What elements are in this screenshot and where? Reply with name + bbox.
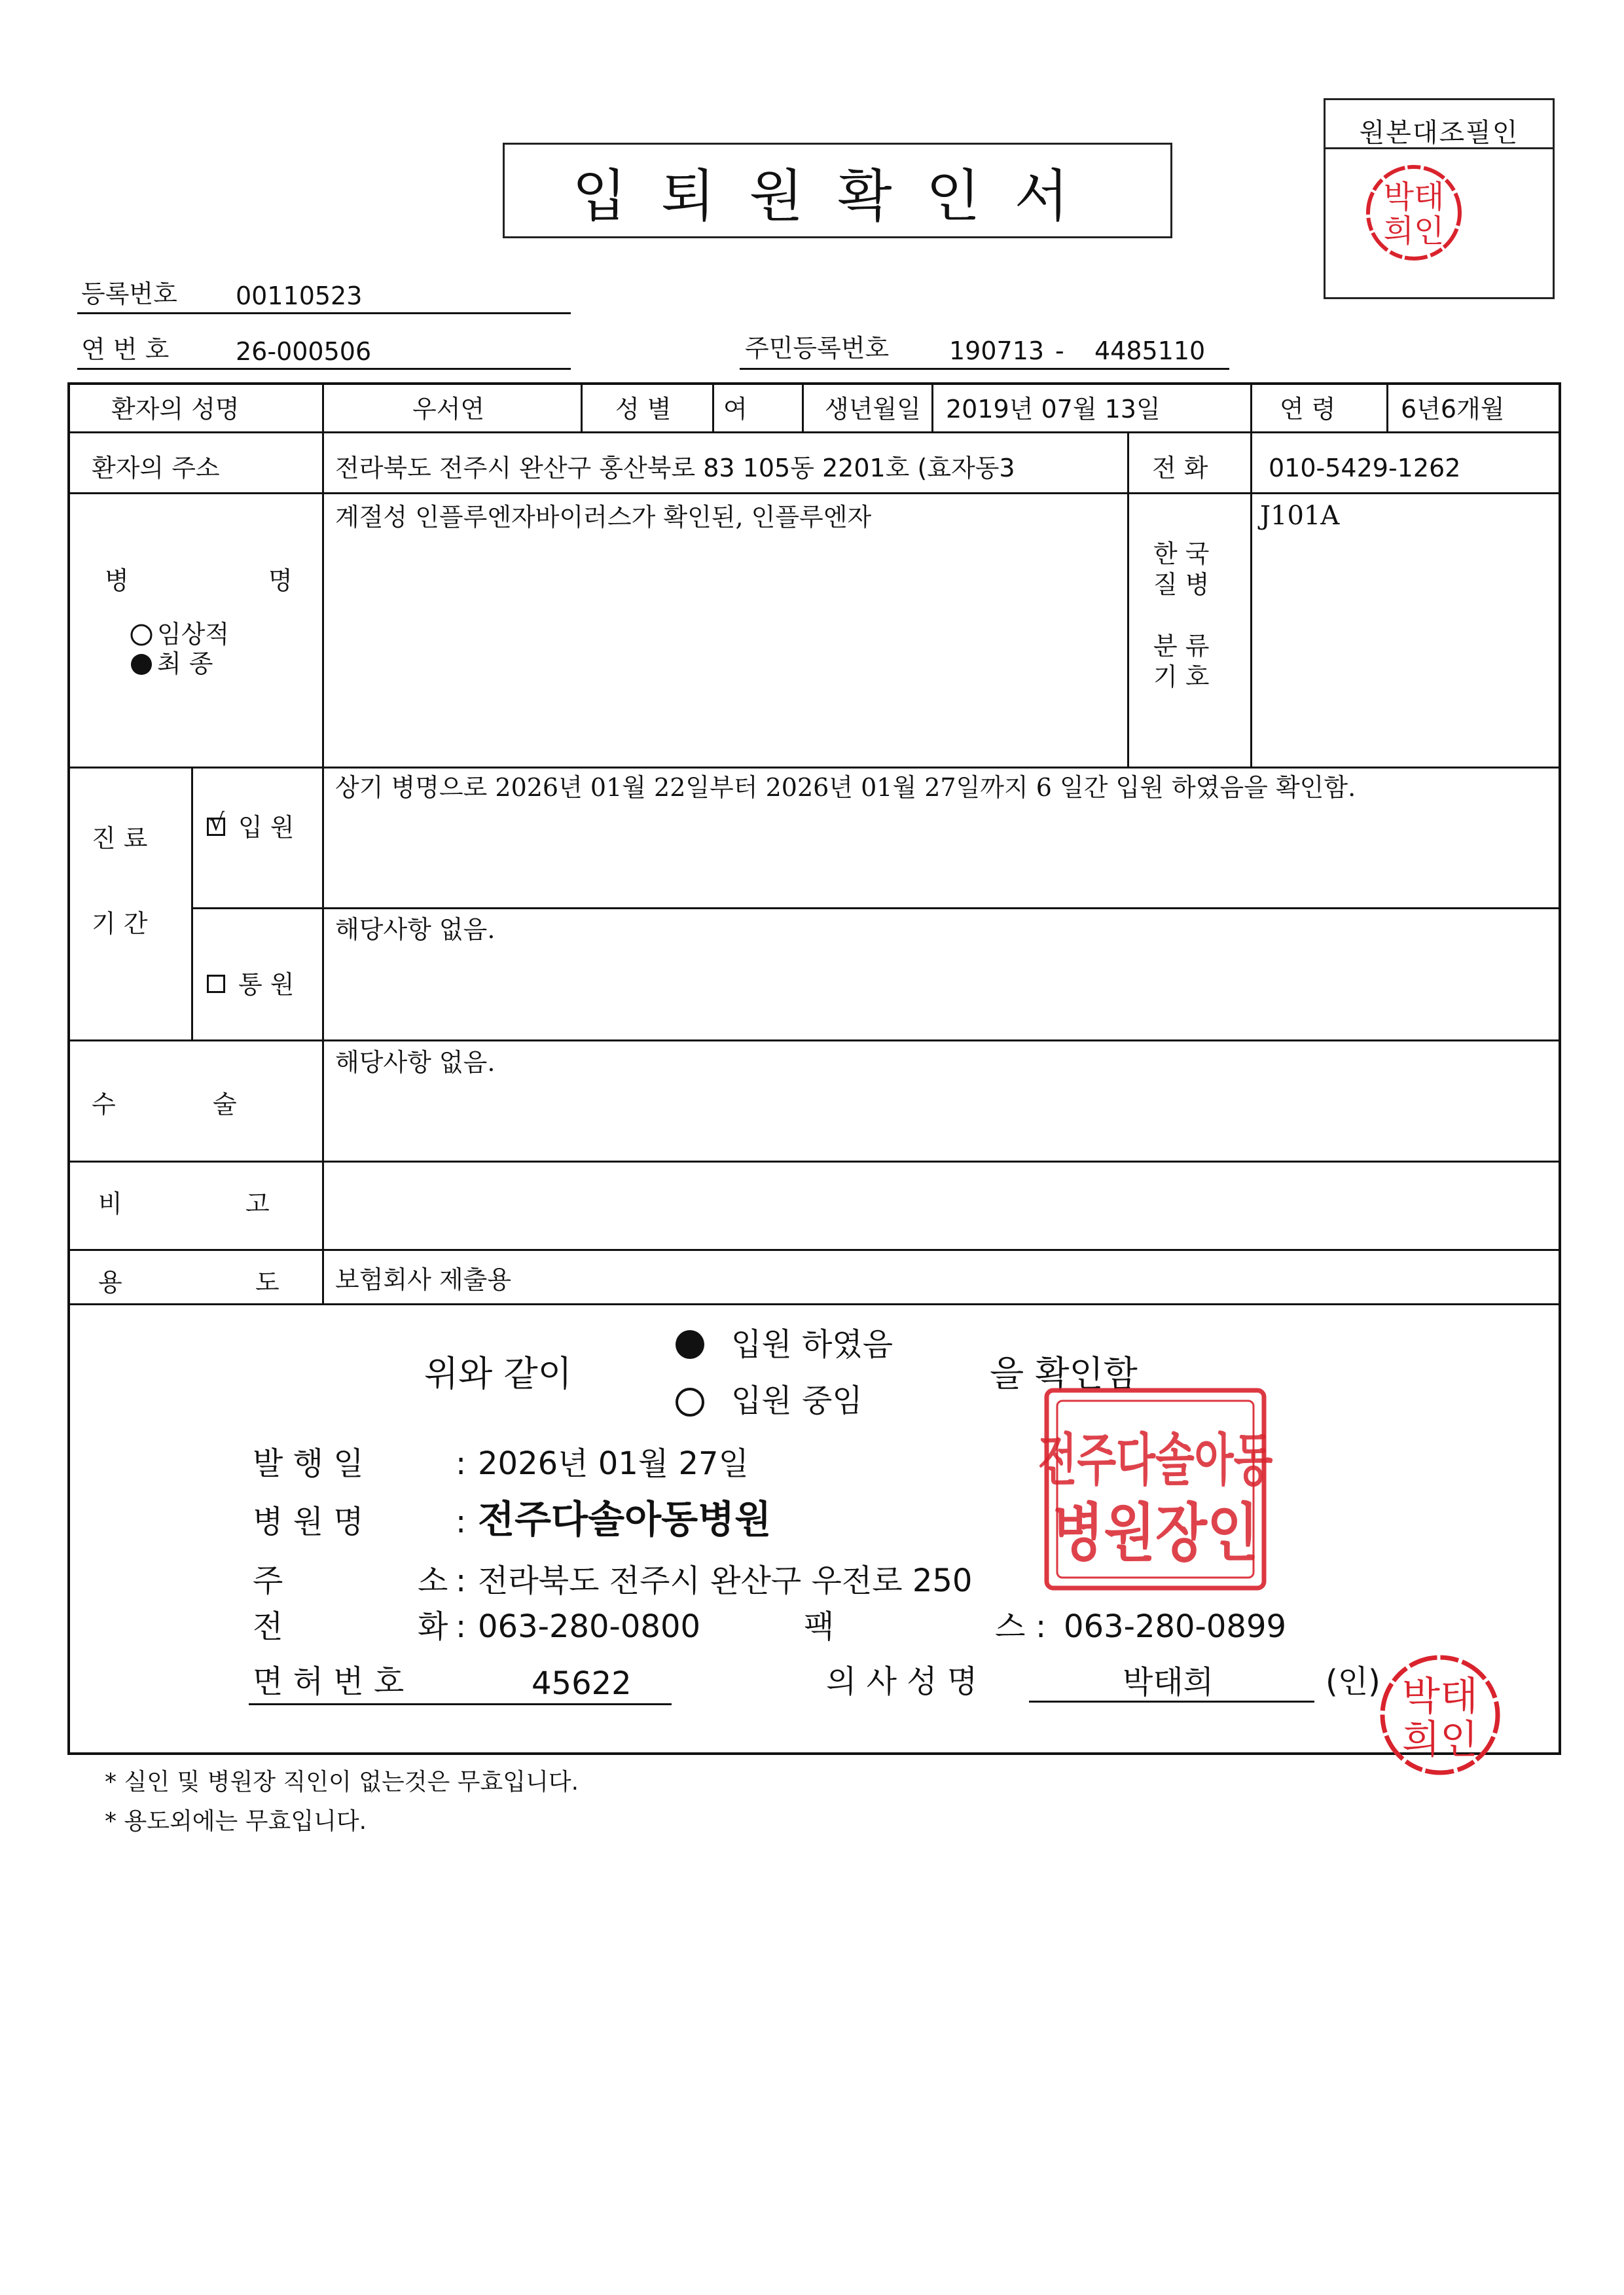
reg-no-value: 00110523	[236, 281, 363, 310]
confirm-suffix: 을 확인함	[990, 1353, 1138, 1394]
serial-value: 26-000506	[236, 337, 372, 366]
confirm-prefix: 위와 같이	[424, 1353, 572, 1394]
kcd-label-4: 기 호	[1153, 662, 1210, 691]
fax-label-2: 스	[995, 1608, 1026, 1645]
kcd-label-2: 질 병	[1153, 570, 1210, 599]
serial-underline	[77, 368, 571, 370]
svg-text:전주다솔아동: 전주다솔아동	[1038, 1426, 1273, 1493]
purpose-text: 보험회사 제출용	[335, 1265, 512, 1294]
patient-name-label: 환자의 성명	[111, 395, 240, 424]
doctor-seal-stamp-bottom	[1375, 1650, 1506, 1780]
fax-label-1: 팩	[804, 1608, 835, 1645]
row-line-8	[67, 1303, 1561, 1305]
hospital-name: 전주다솔아동병원	[478, 1497, 772, 1542]
col-line-phone-kcd-label	[1127, 431, 1129, 767]
confirm-option-2: 입원 중임	[731, 1382, 863, 1419]
col-line-label	[322, 382, 324, 1303]
kcd-code: J101A	[1260, 501, 1340, 531]
col-line-dob-label	[802, 382, 804, 431]
svg-text:박태: 박태	[1383, 179, 1445, 215]
checkbox-icon	[207, 975, 225, 993]
col-line-age-phone-kcd	[1250, 382, 1252, 767]
license-value: 45622	[532, 1665, 632, 1702]
inpatient-text: 상기 병명으로 2026년 01월 22일부터 2026년 01월 27일까지 6 일간 입원 하였음을 확인함.	[335, 773, 1356, 802]
row-line-3	[67, 767, 1561, 768]
issue-date-colon: :	[456, 1445, 467, 1482]
doctor-label: 의 사 성 명	[826, 1663, 978, 1700]
svg-text:희인: 희인	[1383, 213, 1445, 249]
col-line-age-value	[1386, 382, 1388, 431]
license-underline	[249, 1703, 672, 1705]
address-label-1: 주	[253, 1563, 283, 1599]
doctor-name: 박태희	[1123, 1664, 1214, 1701]
phone-label-1: 전	[253, 1608, 283, 1645]
phone-label: 전 화	[1152, 454, 1208, 482]
filled-circle-icon	[130, 653, 153, 676]
doctor-seal-mark: (인)	[1326, 1663, 1380, 1700]
treatment-label-1: 진 료	[92, 824, 148, 853]
treatment-label-2: 기 간	[92, 909, 148, 938]
surgery-text: 해당사항 없음.	[335, 1048, 496, 1077]
inpatient-label: 입 원	[238, 813, 295, 842]
kcd-label-3: 분 류	[1153, 632, 1210, 660]
age-label: 연 령	[1280, 395, 1336, 424]
phone-value: 010-5429-1262	[1269, 454, 1461, 482]
hospital-colon: :	[456, 1504, 467, 1540]
inpatient-check: √	[209, 809, 225, 836]
resident-no-label: 주민등록번호	[745, 334, 890, 363]
address-label-2: 소	[418, 1563, 448, 1599]
outpatient-text: 해당사항 없음.	[335, 915, 496, 944]
note-2: * 용도외에는 무효입니다.	[105, 1808, 367, 1835]
phone-colon: :	[456, 1608, 467, 1645]
disease-label-right: 명	[268, 566, 293, 595]
hospital-fax: 063-280-0899	[1064, 1608, 1287, 1645]
fax-colon: :	[1036, 1608, 1047, 1645]
empty-circle-icon	[674, 1386, 706, 1418]
svg-text:희인: 희인	[1402, 1717, 1478, 1763]
hospital-address: 전라북도 전주시 완산구 우전로 250	[478, 1563, 973, 1599]
address-colon: :	[456, 1563, 467, 1599]
row-line-7	[67, 1249, 1561, 1251]
hospital-label: 병 원 명	[253, 1504, 364, 1540]
doctor-seal-stamp	[1362, 160, 1466, 265]
kcd-label-1: 한 국	[1153, 539, 1210, 568]
note-1: * 실인 및 병원장 직인이 없는것은 무효입니다.	[105, 1769, 579, 1796]
row-line-5	[67, 1039, 1561, 1041]
hospital-seal-stamp	[1038, 1381, 1273, 1597]
serial-label: 연 번 호	[81, 335, 170, 364]
original-verification-label: 원본대조필인	[1359, 118, 1519, 148]
clinical-label: 임상적	[157, 620, 230, 649]
address-label: 환자의 주소	[92, 454, 220, 482]
address-value: 전라북도 전주시 완산구 홍산북로 83 105동 2201호 (효자동3	[335, 456, 1015, 480]
row-line-1	[67, 431, 1561, 433]
title-box	[503, 143, 1172, 238]
issue-date-value: 2026년 01월 27일	[478, 1445, 749, 1482]
outpatient-label: 통 원	[238, 970, 295, 999]
row-line-2	[67, 492, 1561, 494]
remarks-label-right: 고	[245, 1189, 270, 1218]
col-line-sex-value	[712, 382, 714, 431]
final-label: 최 종	[157, 649, 213, 678]
filled-circle-icon	[674, 1329, 706, 1360]
remarks-label-left: 비	[98, 1189, 122, 1218]
purpose-label-left: 용	[98, 1268, 122, 1297]
surgery-label-right: 술	[213, 1090, 237, 1119]
resident-no-dash: -	[1055, 336, 1064, 365]
patient-name-value: 우서연	[412, 395, 485, 424]
age-value: 6년6개월	[1401, 395, 1505, 424]
hospital-phone: 063-280-0800	[478, 1608, 701, 1645]
reg-no-underline	[77, 312, 571, 314]
document-title: 입퇴원확인서	[572, 164, 1103, 229]
disease-name: 계절성 인플루엔자바이러스가 확인된, 인플루엔자	[335, 503, 872, 532]
original-verification-header	[1326, 100, 1553, 149]
resident-no-underline	[740, 368, 1229, 370]
confirm-option-1: 입원 하였음	[731, 1326, 893, 1363]
empty-circle-icon	[130, 623, 153, 647]
dob-label: 생년월일	[825, 395, 921, 424]
resident-no-front: 190713	[949, 336, 1045, 365]
col-line-dob-value	[931, 382, 933, 431]
dob-value: 2019년 07월 13일	[946, 395, 1161, 424]
row-line-6	[67, 1161, 1561, 1163]
original-verification-box	[1324, 98, 1555, 299]
purpose-label-right: 도	[255, 1268, 280, 1297]
phone-label-2: 화	[418, 1608, 448, 1645]
license-label: 면 허 번 호	[253, 1663, 405, 1700]
sex-label: 성 별	[615, 395, 672, 424]
svg-text:병원장인: 병원장인	[1052, 1496, 1259, 1570]
disease-label-left: 병	[105, 566, 129, 595]
resident-no-back: 4485110	[1094, 336, 1206, 365]
svg-text:박태: 박태	[1402, 1674, 1478, 1720]
reg-no-label: 등록번호	[81, 280, 177, 308]
sex-value: 여	[723, 395, 748, 424]
row-line-4	[191, 907, 1561, 909]
col-line-treatment-sub	[191, 767, 193, 1039]
issue-date-label: 발 행 일	[253, 1445, 364, 1482]
surgery-label-left: 수	[92, 1090, 116, 1119]
doctor-underline	[1029, 1701, 1314, 1703]
col-line-sex-label	[581, 382, 583, 431]
